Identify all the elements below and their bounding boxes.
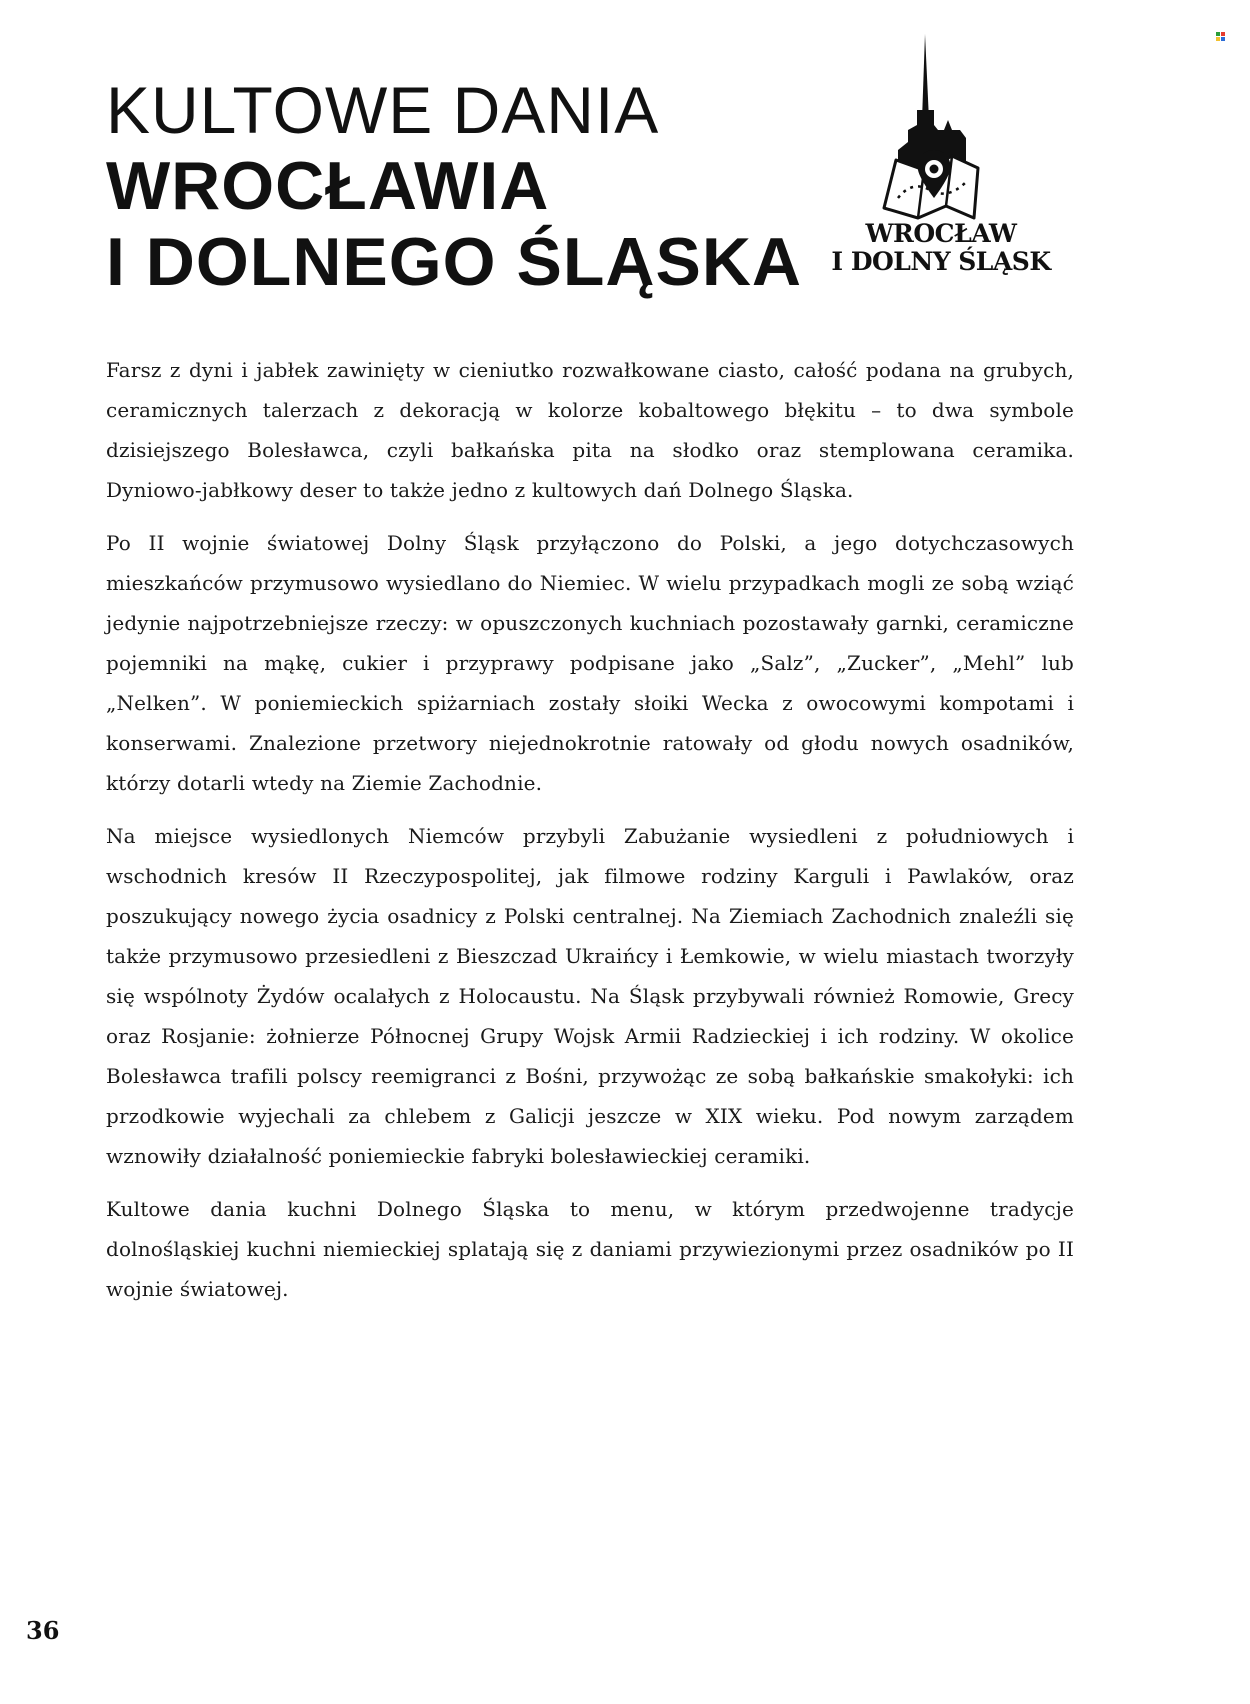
article-body	[106, 350, 1074, 1322]
title-line-1: KULTOWE DANIA	[106, 73, 660, 147]
paragraph: Farsz z dyni i jabłek zawinięty w cieniutko rozwałkowane ciasto, całość podana na grubych, ceramicznych talerzach z dekoracją w kolorze kobaltowego błękitu – to dwa symbole dzisiejszego Bolesławca, czyli bałkańska pita na słodko oraz stemplowana ceramika. Dyniowo-jabłkowy deser to także jedno z kultowych dań Dolnego Śląska.	[106, 358, 1074, 502]
logo-text-line-2: I DOLNY ŚLĄSK	[831, 247, 1051, 276]
region-logo	[826, 30, 1056, 286]
paragraph: Po II wojnie światowej Dolny Śląsk przyłączono do Polski, a jego dotychczasowych mieszkańców przymusowo wysiedlano do Niemiec. W wielu przypadkach mogli ze sobą wziąć jedynie najpotrzebniejsze rzeczy: w opuszczonych kuchniach pozostawały garnki, ceramiczne pojemniki na mąkę, cukier i przyprawy podpisane jako „Salz”, „Zucker”, „Mehl” lub „Nelken”. W poniemieckich spiżarniach zostały słoiki Wecka z owocowymi kompotami i konserwami. Znalezione przetwory niejednokrotnie ratowały od głodu nowych osadników, którzy dotarli wtedy na Ziemie Zachodnie.	[106, 531, 1074, 795]
paragraph: Kultowe dania kuchni Dolnego Śląska to menu, w którym przedwojenne tradycje dolnośląskiej kuchni niemieckiej splatają się z daniami przywiezionymi przez osadników po II wojnie światowej.	[106, 1197, 1074, 1301]
corner-registration-icon	[1216, 32, 1226, 42]
church-spire-map-pin-icon	[826, 30, 1056, 220]
title-line-2: WROCŁAWIA	[106, 148, 550, 224]
logo-text-line-1: WROCŁAW	[865, 219, 1017, 248]
page-title	[106, 72, 826, 300]
paragraph: Na miejsce wysiedlonych Niemców przybyli Zabużanie wysiedleni z południowych i wschodnich kresów II Rzeczypospolitej, jak filmowe rodziny Karguli i Pawlaków, oraz poszukujący nowego życia osadnicy z Polski centralnej. Na Ziemiach Zachodnich znaleźli się także przymusowo przesiedleni z Bieszczad Ukraińcy i Łemkowie, w wielu miastach tworzyły się wspólnoty Żydów ocalałych z Holocaustu. Na Śląsk przybywali również Romowie, Grecy oraz Rosjanie: żołnierze Północnej Grupy Wojsk Armii Radzieckiej i ich rodziny. W okolice Bolesławca trafili polscy reemigranci z Bośni, przywożąc ze sobą bałkańskie smakołyki: ich przodkowie wyjechali za chlebem z Galicji jeszcze w XIX wieku. Pod nowym zarządem wznowiły działalność poniemieckie fabryki bolesławieckiej ceramiki.	[106, 824, 1074, 1168]
title-line-3: I DOLNEGO ŚLĄSKA	[106, 224, 803, 300]
page-number: 36	[26, 1616, 60, 1645]
